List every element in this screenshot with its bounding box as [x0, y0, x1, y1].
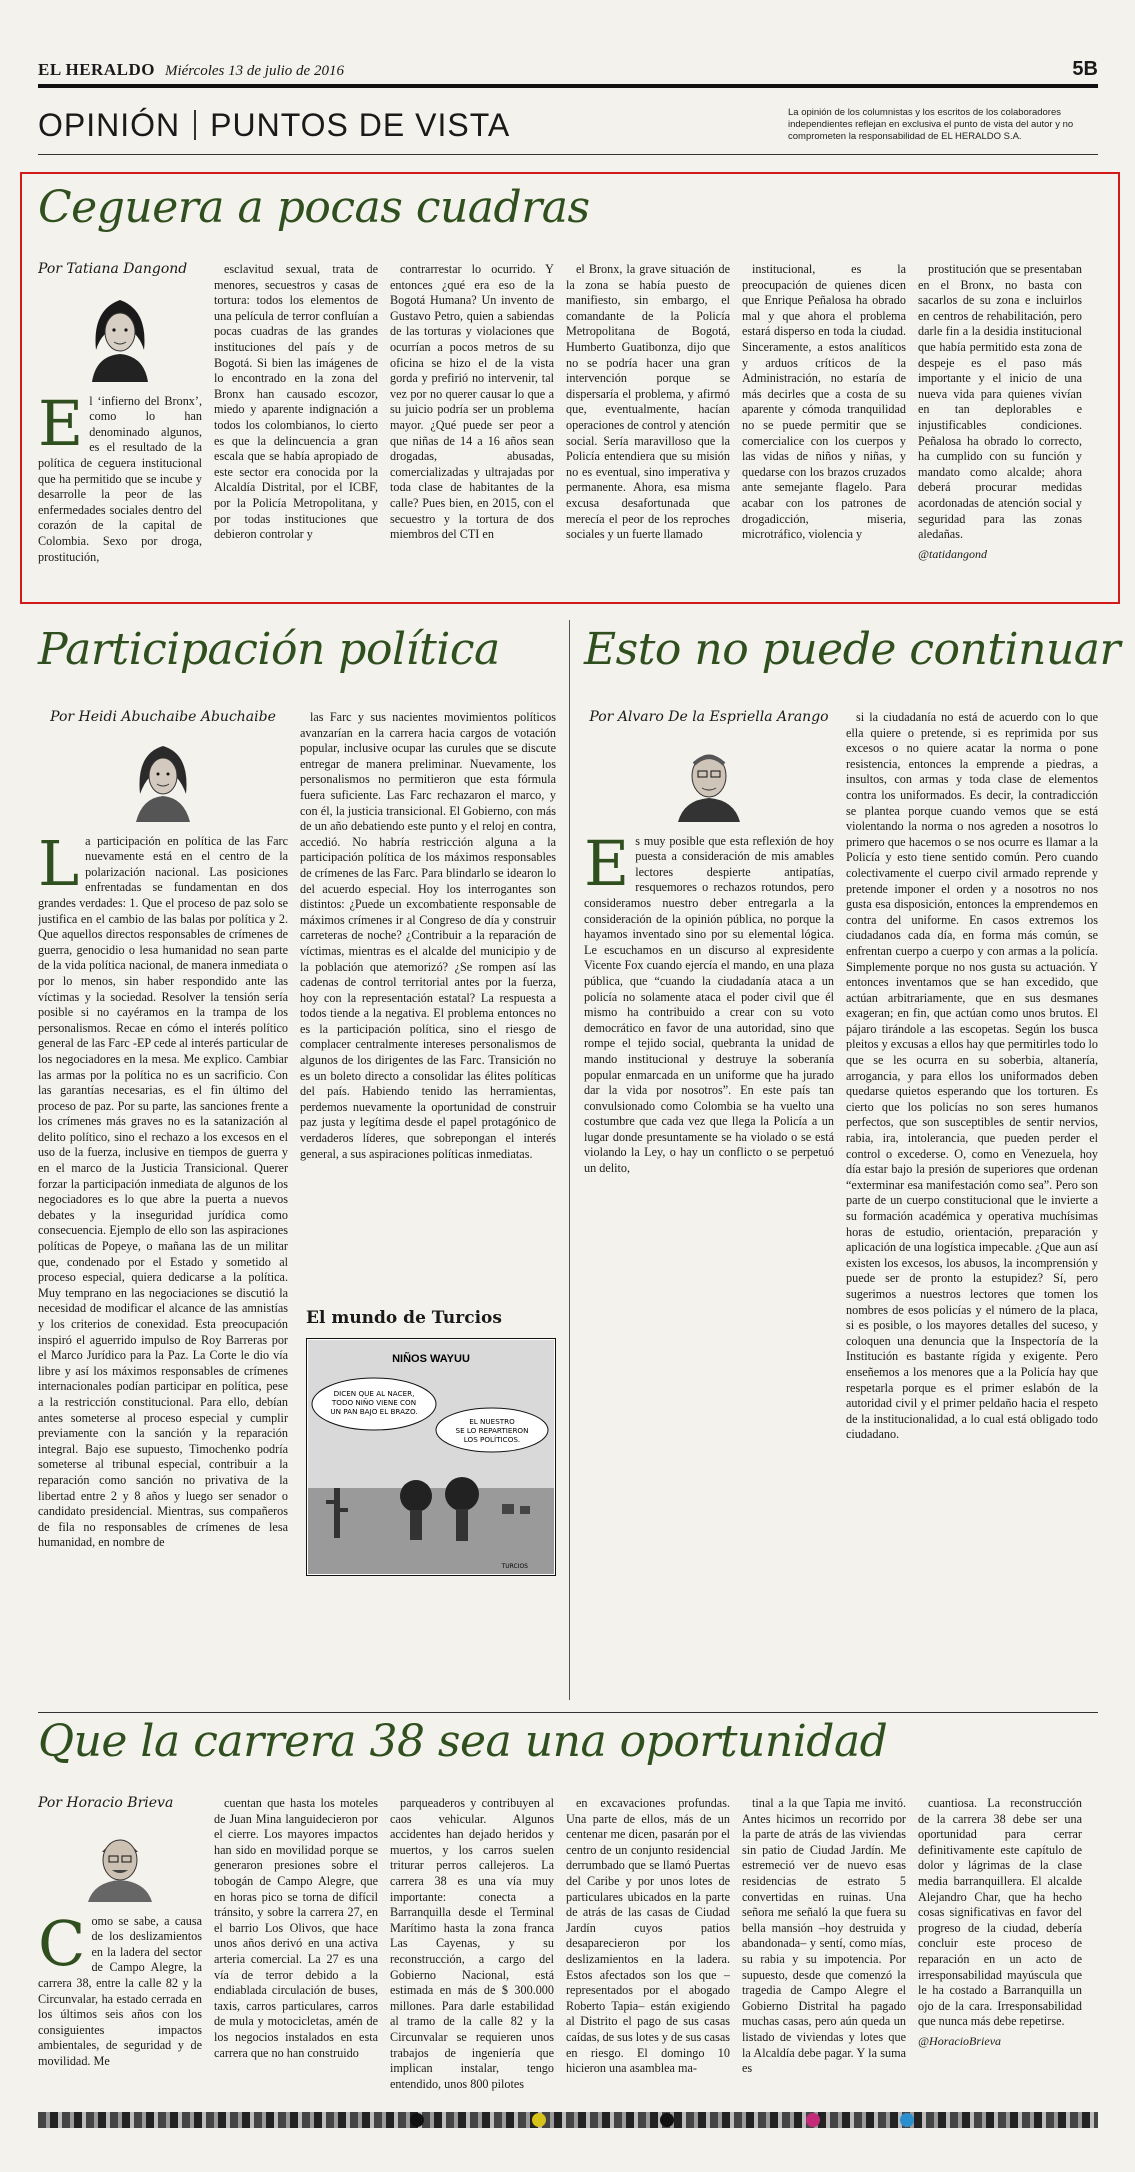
- paragraph: cuentan que hasta los moteles de Juan Mina languidecieron por el cierre. Los mayores impactos han sido en movilidad porque se generaron presiones sobre el tobogán de Campo Alegre, que en horas pico se torna de difícil tránsito, y sobre la carrera 27, en el barrio Los Olivos, que hace unos años derivó en una activa arteria comercial. La 27 es una vía de terror debido a la endiablada circulación de buses, taxis, carros particulares, carros de mula y motocicletas, amén de los negocios instalados en esta carrera que no han construido: [214, 1796, 378, 2060]
- paragraph: omo se sabe, a causa de los deslizamientos en la ladera del sector de Campo Alegre, la carrera 38, entre la calle 82 y la Circunvalar, ha estado cerrada en los últimos seis años con los consiguientes impactos ambientales, de seguridad y de movilidad. Me: [38, 1913, 202, 2068]
- page-number: 5B: [1072, 58, 1098, 80]
- paragraph: tinal a la que Tapia me invitó. Antes hicimos un recorrido por la parte de atrás de las viviendas sin patio de Ciudad Jardín. Me estremeció ver de nuevo esas residencias de estrato 5 convertidas en ruinas. Una señora me señaló la que fuera su bella mansión –hoy destruida y abandonada– y sentí, como mías, su rabia y su impotencia. Por supuesto, desde que comenzó la tragedia de Campo Alegre el Gobierno Distrital ha pagado muchas casas, pero aún queda un listado de viviendas y lotes que la Alcaldía debe pagar. Y la suma es: [742, 1796, 906, 2076]
- author-handle[interactable]: @tatidangond: [918, 546, 988, 561]
- author-photo: [82, 290, 158, 382]
- article-column: [390, 262, 554, 592]
- paragraph: parqueaderos y contribuyen al caos vehicular. Algunos accidentes han dejado heridos y muertos, y los carros suelen triturar perros callejeros. La carrera 38 es una vía muy importante: conecta a Barranquilla desde el Terminal Marítimo hasta la zona franca Las Cayenas, y su reconstrucción, a cargo del Gobierno Nacional, está estimada en más de $ 300.000 millones. Para darle estabilidad al tramo de la calle 82 y la Circunvalar se requieren unos trabajos de ingeniería que implican instalar, tengo entendido, unos 800 pilotes: [390, 1796, 554, 2091]
- article-body: [38, 1906, 202, 2070]
- section-divider: [194, 110, 196, 140]
- article-headline[interactable]: Ceguera a pocas cuadras: [38, 182, 590, 233]
- article-column: [566, 262, 730, 592]
- article-headline[interactable]: Que la carrera 38 sea una oportunidad: [38, 1716, 888, 1767]
- section-name: OPINIÓN: [38, 106, 181, 143]
- cartoon-bubble-left: DICEN QUE AL NACER, TODO NIÑO VIENE CON UN PAN BAJO EL BRAZO.: [330, 1389, 418, 1416]
- registration-dot: [900, 2113, 914, 2127]
- subsection-name: PUNTOS DE VISTA: [210, 106, 511, 143]
- article-column: [38, 710, 288, 1600]
- article-body: [38, 826, 288, 1551]
- article-headline[interactable]: Participación política: [38, 624, 500, 675]
- article-column: [38, 1796, 202, 2106]
- cartoon-signature: TURCIOS: [501, 1563, 528, 1570]
- masthead-left: [38, 60, 344, 80]
- article-ceguera: [38, 182, 1108, 233]
- paragraph: en excavaciones profundas. Una parte de ellos, más de un centenar me dicen, pasarán por el centro de un conjunto residencial derrumbado que se llamó Puertas del Caribe y por unos lotes de particulares ubicados en la parte de atrás de las casas de Ciudad Jardín cuyos patios desaparecieron por los deslizamientos en la ladera. Estos afectados son los que –representados por el abogado Roberto Tapia– están exigiendo al Distrito el pago de sus casas caídas, de sus lotes y de sus casas en riesgo. El domingo 10 hicieron una asamblea ma-: [566, 1796, 730, 2076]
- article-column: [742, 1796, 906, 2106]
- paragraph: cuantiosa. La reconstrucción de la carrera 38 debe ser una oportunidad para cerrar definitivamente este capítulo de dolor y lágrimas de la clase media barranquillera. El alcalde Alejandro Char, que ha hecho cosas significativas en favor del progreso de la ciudad, debería concluir este proceso de reparación en un acto de irresponsabilidad mayúscula que le ha costado a Barranquilla un ojo de la cara. Irresponsabilidad que nunca más debe repetirse.: [918, 1796, 1082, 2029]
- newspaper-name: EL HERALDO: [38, 60, 155, 79]
- section-rule: [38, 154, 1098, 155]
- paragraph: esclavitud sexual, trata de menores, secuestros y casas de tortura: todos los elementos de una película de terror confluían a pocas cuadras de las grandes instituciones del país y de Bogotá. Si bien las imágenes de lo encontrado en la zona del Bronx han causado escozor, miedo y aparente indignación a todos los colombianos, lo cierto es que la delincuencia a gran escala que se había apropiado de este sector era conocida por la Alcaldía Distrital, por el ICBF, por la Policía Metropolitana, y por todas instituciones que debieron controlar y: [214, 262, 378, 542]
- article-column: [584, 710, 834, 1700]
- paragraph: si la ciudadanía no está de acuerdo con lo que ella quiere o pretende, si es reprimida por sus excesos o no quiere acatar la norma o pone resistencia, entonces la emprende a piedras, a insultos, con armas y toda clase de elementos contra los uniformados. Es decir, la contradicción se plantea porque cuando vemos que se está violentando la norma o nos agreden a nosotros lo primero que hacemos o se nos ocurre es llamar a la Policía y esto tiene sentido común. Pero cuando colectivamente el cuerpo civil armado reprende y pretende imponer el orden y a nosotros no nos gusta esa disposición, entonces la emprendemos en contra del uniforme. En casos extremos los ciudadanos cada día, en forma más común, se enfrentan cuerpo a cuerpo y con armas a la policía. Simplemente porque no nos gusta su actuación. Y entonces inventamos que se han excedido, que actúan arbitrariamente, que en sus desmanes exageran; en fin, que actúan como unos brutos. El pájaro tirándole a las escopetas. Según los busca pleitos y excusas a ellos hay que permitirles todo lo que se les ocurra en su soberbia, altanería, arrogancia, y para ellos los uniformados deben quedarse quietos esperando que los torturen. Es cierto que los policías no son seres humanos perfectos, que son susceptibles de sentir nervios, rabia, ira, intolerancia, que pueden perder el control o excederse. O, como en Venezuela, hoy día estar bajo la presión de superiores que ordenan “exterminar esa manifestación como sea”. Pero son parte de un cuerpo constitucional que le invierte a su formación académica y operativa muchísimas horas de estudio, orientación, preparación y aplicación de una logística impecable. ¿Que aun así existen los excesos, los abusos, la incomprensión y puede ser de pronto la estupidez? Sí, pero sugerimos a nuestros lectores que tomen los nombres de esos policías y el número de la placa, si es posible, o los mayores detalles del suceso, y coloquen una denuncia que la Inspectoría de la Institución es bastante rígida y exigente. Pero enseñemos a los menores que a la Policía hay que respetarla porque es el primer eslabón de la autoridad civil y el primer peldaño hacia el respeto de la institucionalidad, a lo cual está obligado todo ciudadano.: [846, 710, 1098, 1442]
- article-column: [214, 262, 378, 592]
- byline: Por Álvaro De la Espriella Arango: [589, 710, 829, 725]
- paragraph: institucional, es la preocupación de quienes dicen que Enrique Peñalosa ha obrado mal y que ahora el problema estará disperso en toda la ciudad. Sinceramente, a estos analíticos y arduos críticos de la Administración, no estaría de más decirles que a costa de su aparente y cómoda tranquilidad no se puede permitir que se comercialice con los cuerpos y las vidas de niños y niñas, y quedarse con los brazos cruzados ante semejante flagelo. Para acabar con los patrones de drogadicción, miseria, microtráfico, violencia y: [742, 262, 906, 542]
- drop-cap: E: [584, 826, 630, 900]
- article-body: [584, 826, 834, 1177]
- issue-date: Miércoles 13 de julio de 2016: [164, 63, 344, 79]
- byline: Por Tatiana Dangond: [38, 262, 188, 277]
- paragraph: s muy posible que esta reflexión de hoy puesta a consideración de mis amables lectores despierte antipatías, resquemores o rechazos rotundos, pero consideramos nuestro deber entregarla a la consideración de la opinión pública, no porque la hayamos inventado sino por su elemental lógica. Le escuchamos en un discurso al expresidente Vicente Fox cuando ejercía el mando, en una plaza pública, que “cuando la ciudadanía ataca a un policía no solamente ataca el poder civil que él mismo ha contribuido a crear con su voto democrático en favor de una autoridad, sino que rompe el tejido social, quebranta la unidad de mando institucional y destruye la soberanía popular enmarcada en un uniforme que ha jurado dar la vida por nosotros”. En este país tan convulsionado como Colombia se ha vuelto una costumbre que cada vez que llega la Policía a un lugar donde presuntamente se ha violado o se está violando la Ley, o hay un conflicto o se perpetuó un delito,: [584, 833, 834, 1176]
- author-photo: [84, 1824, 156, 1902]
- cartoon-image[interactable]: [306, 1338, 556, 1576]
- disclaimer: La opinión de los columnistas y los escritos de los colaboradores independientes reflejan en exclusiva el punto de vista del autor y no comprometen la responsabilidad de EL HERALDO S.A.: [788, 107, 1074, 142]
- registration-dot: [806, 2113, 820, 2127]
- article-column: [918, 1796, 1082, 2106]
- registration-dot: [660, 2113, 674, 2127]
- byline: Por Heidi Abuchaibe Abuchaibe: [50, 710, 276, 725]
- article-carrera-columns: [38, 1796, 1098, 2106]
- article-esto-columns: [584, 710, 1098, 1700]
- author-photo: [672, 738, 746, 822]
- byline: Por Horacio Brieva: [38, 1796, 174, 1811]
- section-title: [38, 107, 510, 144]
- article-column: [38, 262, 202, 592]
- column-divider: [569, 620, 570, 1700]
- cartoon-bubble-right: EL NUESTRO SE LO REPARTIERON LOS POLÍTICOS.: [455, 1417, 529, 1444]
- paragraph: l ‘infierno del Bronx’, como lo han denominado algunos, es el resultado de la política de ceguera institucional que ha permitido que se incube y desarrolle la peor de las enfermedades sociales dentro del corazón de la capital de Colombia. Sexo por droga, prostitución,: [38, 393, 202, 564]
- article-column: [214, 1796, 378, 2106]
- cartoon-banner: NIÑOS WAYUU: [392, 1353, 470, 1365]
- paragraph: las Farc y sus nacientes movimientos políticos avanzarían en la carrera hacia cargos de votación popular, inclusive ocupar las curules que se discute entregar de manera preliminar. Nuevamente, los personalismos no permitieron que esta fórmula fuera suficiente. Las Farc rechazaron el marco, y con él, la justicia transicional. El Gobierno, con más de un año debatiendo este punto y el reloj en contra, accedió. No habría restricción alguna a la participación política de los máximos responsables de crímenes de las Farc. Para blindarlo se idearon lo del acuerdo especial. Hoy los interrogantes son distintos: ¿Puede un excombatiente responsable de máximos crímenes ir al Congreso de día y construir carreteras de noche? ¿Contribuir a la reparación de víctimas, mientras es el alcalde del municipio y de la población que atemorizó? ¿Se rompen así las cadenas de control territorial antes por la fuerza, hoy con la representación estatal? La respuesta a todos tiende a la negativa. El problema entonces no es la participación política, sino el riesgo de complacer centralmente intereses personalismos de algunos de los dirigentes de las Farc. Transición no es un boleto directo a consolidar las élites políticas del país. Habiendo tenido las herramientas, perdemos nuevamente la oportunidad de construir paz justa y legítima desde el papel protagónico de verdaderos líderes, que sobrepongan el interés general, a sus aspiraciones políticas inmediatas.: [300, 710, 556, 1161]
- article-column: [390, 1796, 554, 2106]
- article-ceguera-columns: [38, 262, 1108, 592]
- article-column: [300, 710, 556, 1300]
- article-column: [742, 262, 906, 592]
- drop-cap: C: [38, 1906, 86, 1980]
- article-headline[interactable]: Esto no puede continuar: [584, 624, 1121, 675]
- article-column: [566, 1796, 730, 2106]
- paragraph: prostitución que se presentaban en el Bronx, no basta con sacarlos de su zona e incluirlos en centros de rehabilitación, pero darle fin a la desidia institucional que había permitido esta zona de despeje es el paso más importante y el inicio de una nueva vida para quienes vivían en tan deplorables e injustificables condiciones. Peñalosa ha obrado lo correcto, ha cumplido con su función y mandato como alcalde; ahora deberá procurar medidas acordonadas de atención social y seguridad para las zonas aledañas.: [918, 262, 1082, 542]
- drop-cap: E: [38, 386, 84, 460]
- registration-dot: [532, 2113, 546, 2127]
- masthead-rule: [38, 84, 1098, 88]
- drop-cap: L: [38, 826, 80, 900]
- author-photo: [128, 738, 198, 822]
- article-column: [918, 262, 1082, 592]
- cartoon-title: El mundo de Turcios: [306, 1308, 502, 1328]
- paragraph: el Bronx, la grave situación de la zona se había puesto de manifiesto, sin embargo, el comandante de la Policía Metropolitana de Bogotá, Humberto Guatibonza, dijo que no se podría hacer una gran intervención porque se dispersaría el problema, y afirmó que, eventualmente, hacían operaciones de control y atención social. Sería maravilloso que la Policía entendiera que su misión no es eventual, sino imperativa y permanente. Ahora, esa misma excusa desafortunada que merecía el peor de los reproches sociales y un fuerte llamado: [566, 262, 730, 542]
- paragraph: contrarrestar lo ocurrido. Y entonces ¿qué era eso de la Bogotá Humana? Un invento de Gustavo Petro, quien a sabiendas de las torturas y violaciones que ocurrían a pocos metros de su oficina se hizo el de la vista gorda y prefirió no intervenir, tal vez por no querer causar lo que a su juicio podría ser un problema mayor. ¿Qué puede ser peor a que niñas de 14 a 16 años sean drogadas, abusadas, comercializadas y ultrajadas por toda clase de habitantes de la calle? Pues bien, en 2015, con el secuestro y la tortura de dos miembros del CTI en: [390, 262, 554, 542]
- registration-marks: [0, 2113, 1135, 2127]
- section-rule: [38, 1712, 1098, 1713]
- paragraph: a participación en política de las Farc nuevamente está en el centro de la polarización nacional. Las posiciones enfrentadas se fundamentan en dos grandes verdades: 1. Que el proceso de paz solo se justifica en el cambio de las balas por política y 2. Que aquellos directos responsables de crímenes de guerra, genocidio o lesa humanidad no sean parte de la vida política nacional, de manera inmediata o por lo menos, sin haber respondido ante las víctimas y la sociedad. Resolver la tensión sería posible si no cayéramos en la trampa de los personalismos. Recae en cómo el interés político general de las Farc -EP cede al interés particular de los negociadores en la mesa. Me explico. Cambiar las armas por la política no es un sacrificio. Con las garantías necesarias, es el fin último del proceso de paz. Por su parte, las sanciones frente a los crímenes más graves no es la satanización al delito político, sino el rechazo a los excesos en el uso de la fuerza, inclusive en tiempos de guerra y en el marco de la Justicia Transicional. Querer forzar la participación inmediata de algunos de los negociadores es lo que abre la puerta a nuevos debates y la inseguridad jurídica como consecuencia. Ejemplo de ello son las aspiraciones políticas de Popeye, o mañana las de un militar que, condenado por el Estado y sometido al proceso especial, quiera dedicarse a la política. Muy temprano en las negociaciones se discutió la necesidad de modificar el alcance de las amnistías y los criterios de conexidad. Esta preocupación inspiró el aguerrido impulso de Roy Barreras por el Marco Jurídico para la Paz. La Corte le dio vía libre y así los máximos responsables de crímenes internacionales podían participar en política, pese a la restricción constitucional. Para ello, debían antes someterse al proceso especial y cumplir previamente con la sanción y la reparación integral. Bajo ese supuesto, Timochenko podría someterse al tribunal especial, contribuir a la reparación como sanción no privativa de la libertad entre 2 y 8 años y luego ser senador o candidato presidencial. Mientras, sus compañeros de fila no responsables de crímenes de lesa humanidad, en nombre de: [38, 833, 288, 1550]
- cartoon-heading: [306, 1308, 556, 1328]
- masthead: [38, 58, 1098, 81]
- section-bar: [38, 100, 1098, 150]
- article-column: [846, 710, 1098, 1700]
- author-handle[interactable]: @HoracioBrieva: [918, 2033, 1002, 2048]
- registration-dot: [410, 2113, 424, 2127]
- article-body: [38, 386, 202, 566]
